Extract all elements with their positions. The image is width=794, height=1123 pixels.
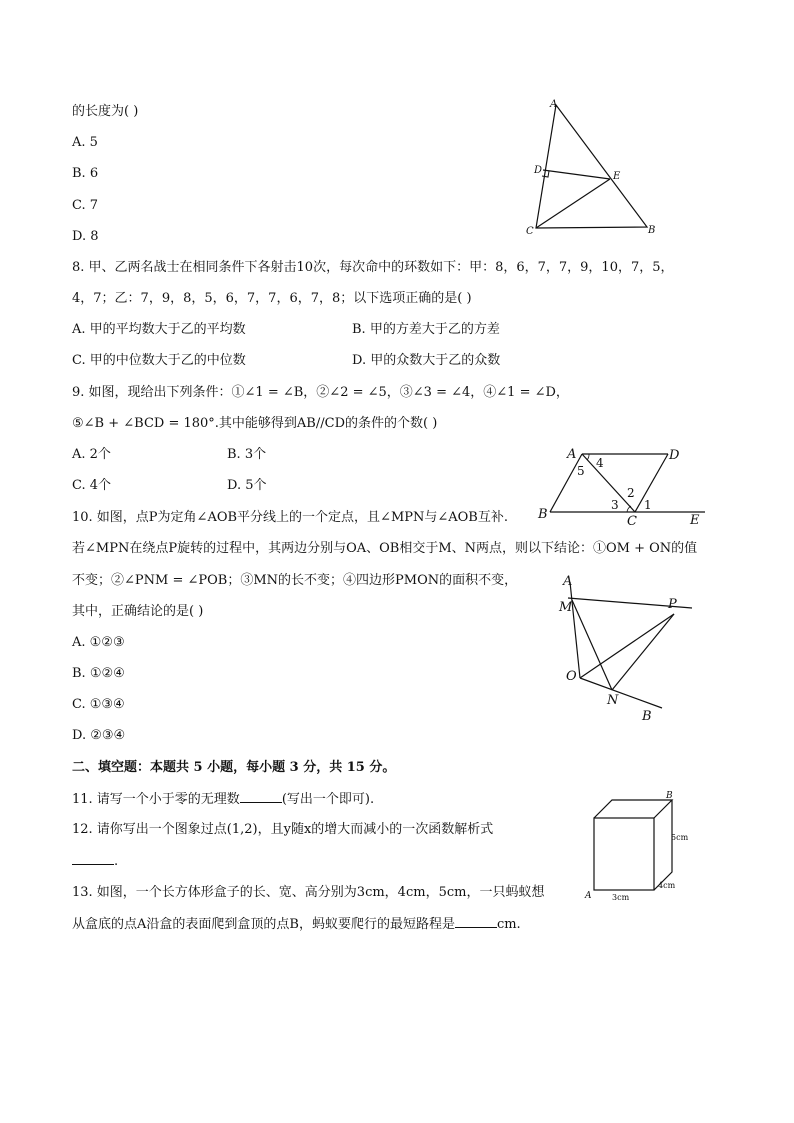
q13-box-figure — [582, 788, 702, 908]
q9-angle-arc-a — [587, 454, 589, 460]
q7-option-d[interactable]: D. 8 — [72, 229, 99, 244]
q9-label-b: B — [538, 507, 548, 522]
q9-label-3: 3 — [611, 498, 619, 512]
q9-label-5: 5 — [577, 464, 585, 478]
q10-segment-pn — [612, 614, 674, 690]
q10-label-b: B — [642, 709, 652, 724]
q11-line — [72, 790, 374, 809]
q11-answer-blank[interactable] — [240, 790, 282, 803]
q7-label-d: D — [534, 165, 543, 176]
q8-option-d[interactable]: D. 甲的众数大于乙的众数 — [352, 353, 501, 368]
q7-label-e: E — [613, 171, 621, 182]
q10-line1: 10. 如图，点P为定角∠AOB平分线上的一个定点，且∠MPN与∠AOB互补. — [72, 510, 508, 525]
q9-label-a: A — [567, 447, 577, 462]
q10-option-d[interactable]: D. ②③④ — [72, 728, 126, 743]
q13-label-length: 3cm — [612, 893, 630, 902]
q10-label-a: A — [563, 574, 573, 589]
q9-label-e: E — [690, 513, 700, 528]
q9-label-d: D — [669, 448, 680, 463]
q10-segment-op — [580, 614, 674, 678]
q7-label-c: C — [526, 226, 534, 237]
q13-line1: 13. 如图，一个长方体形盒子的长、宽、高分别为3cm，4cm，5cm，一只蚂蚁想 — [72, 885, 545, 900]
q13-text-before: 从盒底的点A沿盒的表面爬到盒顶的点B，蚂蚁要爬行的最短路程是 — [72, 917, 455, 932]
q7-label-a: A — [550, 99, 558, 110]
q10-line3: 不变；②∠PNM = ∠POB；③MN的长不变；④四边形PMON的面积不变， — [72, 573, 518, 588]
q9-line-ac — [582, 454, 635, 512]
q13-box-front-face — [594, 818, 654, 890]
q13-label-b: B — [666, 791, 673, 801]
q10-angle-figure — [550, 570, 710, 730]
q9-line-ab — [550, 454, 582, 512]
q9-label-2: 2 — [627, 486, 635, 500]
q7-option-b[interactable]: B. 6 — [72, 166, 99, 181]
q9-option-d[interactable]: D. 5个 — [227, 478, 267, 493]
q13-box-side-edge — [654, 800, 672, 890]
q8-line2: 4，7；乙：7，9，8，5，6，7，7，6，7，8；以下选项正确的是( ) — [72, 291, 472, 306]
q10-label-m: M — [559, 600, 573, 615]
q9-label-1: 1 — [644, 498, 652, 512]
q10-option-a[interactable]: A. ①②③ — [72, 635, 125, 650]
q13-line2 — [72, 915, 521, 934]
q11-text-before: 11. 请写一个小于零的无理数 — [72, 792, 240, 807]
q7-option-c[interactable]: C. 7 — [72, 198, 99, 213]
q7-segment-ce — [536, 179, 610, 228]
q9-option-b[interactable]: B. 3个 — [227, 447, 267, 462]
q10-label-n: N — [607, 693, 619, 708]
q7-label-b: B — [648, 225, 656, 236]
q12-line2 — [72, 852, 118, 871]
q7-segment-de — [543, 170, 610, 179]
q10-line2: 若∠MPN在绕点P旋转的过程中，其两边分别与OA、OB相交于M、N两点，则以下结论：①OM + ON的值 — [72, 541, 698, 556]
q7-triangle-abc — [536, 105, 647, 228]
q12-line2-end: . — [114, 854, 119, 869]
q10-segment-mn — [572, 600, 612, 690]
q9-option-c[interactable]: C. 4个 — [72, 478, 112, 493]
q9-line2: ⑤∠B + ∠BCD = 180°.其中能够得到AB//CD的条件的个数( ) — [72, 416, 438, 431]
q10-option-c[interactable]: C. ①③④ — [72, 697, 125, 712]
q8-option-c[interactable]: C. 甲的中位数大于乙的中位数 — [72, 353, 246, 368]
q13-box-top-edge — [594, 800, 672, 818]
q13-text-after: cm. — [496, 917, 521, 932]
q13-answer-blank[interactable] — [455, 915, 497, 928]
q13-label-height: 5cm — [671, 833, 689, 842]
q8-option-b[interactable]: B. 甲的方差大于乙的方差 — [352, 322, 500, 337]
q10-line4: 其中，正确结论的是( ) — [72, 604, 204, 619]
q10-option-b[interactable]: B. ①②④ — [72, 666, 125, 681]
q9-option-a[interactable]: A. 2个 — [72, 447, 111, 462]
q7-option-a[interactable]: A. 5 — [72, 135, 98, 150]
q9-label-c: C — [627, 514, 637, 529]
q8-line1: 8. 甲、乙两名战士在相同条件下各射击10次，每次命中的环数如下：甲：8，6，7，7，9，10，7，5， — [72, 260, 674, 275]
q9-label-4: 4 — [596, 456, 604, 470]
q12-answer-blank[interactable] — [72, 852, 114, 865]
q8-option-a[interactable]: A. 甲的平均数大于乙的平均数 — [72, 322, 246, 337]
q10-ray-oa — [570, 582, 580, 678]
q11-text-after: (写出一个即可). — [281, 792, 375, 807]
q9-line1: 9. 如图，现给出下列条件：①∠1 = ∠B，②∠2 = ∠5，③∠3 = ∠4，④∠1 = ∠D， — [72, 385, 569, 400]
q12-line1: 12. 请你写出一个图象过点(1,2)，且y随x的增大而减小的一次函数解析式 — [72, 822, 494, 837]
q7-stem-tail: 的长度为( ) — [72, 104, 139, 119]
q13-label-a: A — [585, 891, 592, 901]
q10-ray-ob — [580, 678, 662, 708]
section2-heading: 二、填空题：本题共 5 小题，每小题 3 分，共 15 分。 — [72, 760, 396, 775]
q7-triangle-figure — [520, 95, 670, 240]
q13-label-width: 4cm — [658, 881, 676, 890]
q10-label-p: P — [668, 597, 677, 612]
q9-parallelogram-figure — [535, 442, 715, 532]
q10-label-o: O — [566, 669, 577, 684]
